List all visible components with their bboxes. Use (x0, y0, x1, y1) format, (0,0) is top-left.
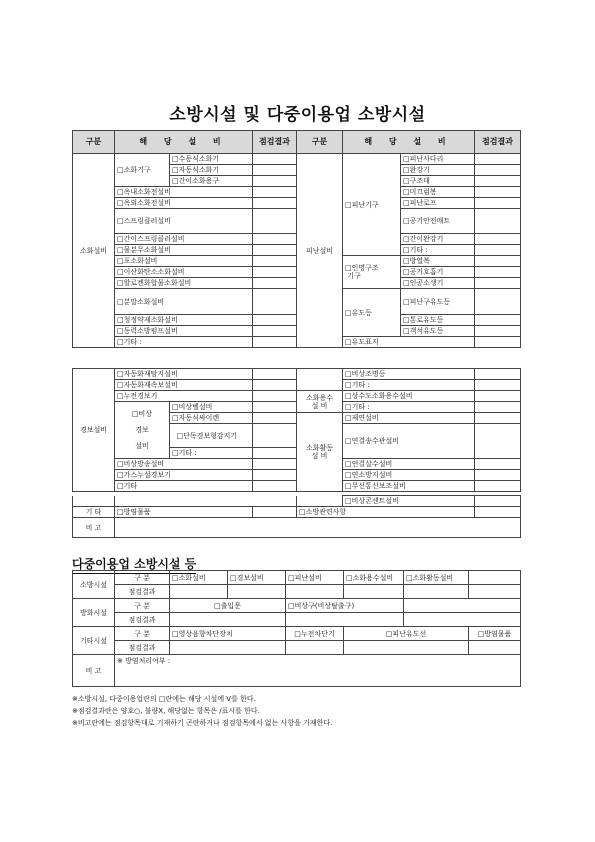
result-cell[interactable] (475, 209, 521, 234)
result-cell[interactable] (475, 369, 521, 380)
page-title: 소방시설 및 다중이용업 소방시설 (169, 105, 426, 125)
result-cell[interactable] (475, 470, 521, 481)
clean-agent: □ 청정약제소화설비 (115, 315, 253, 326)
sprinkler-conn: □ 연결살수설비 (343, 459, 475, 470)
evac-item: □ 완강기 (401, 165, 475, 176)
guide-item: □ 피난구유도등 (401, 289, 475, 315)
result-cell[interactable] (253, 507, 297, 518)
division-label: 구 분 (115, 571, 170, 585)
result-cell[interactable] (286, 641, 344, 655)
ff-item: □ 소화활동설비 (404, 571, 469, 585)
result-cell[interactable] (475, 278, 521, 289)
alarm-continuation (73, 496, 115, 507)
result-cell[interactable] (253, 337, 297, 348)
result-cell[interactable] (170, 613, 286, 627)
result-cell[interactable] (475, 402, 521, 413)
result-cell[interactable] (253, 278, 297, 289)
result-cell[interactable] (475, 481, 521, 492)
single-alarm: □ 단독경보형감지기 (170, 424, 253, 448)
result-cell[interactable] (475, 198, 521, 209)
fp-item: □ 출입문 (170, 599, 286, 613)
guide-sign: □ 유도표지 (343, 337, 475, 348)
of-item: □ 피난유도선 (344, 627, 469, 641)
result-cell[interactable] (253, 234, 297, 245)
rescue-group: □ 인명구조 기구 (343, 256, 401, 289)
fp-item: □ 비상구(비상탈출구) (286, 599, 404, 613)
result-cell[interactable] (475, 326, 521, 337)
result-cell[interactable] (253, 380, 297, 391)
rescue-item: □ 방열복 (401, 256, 475, 267)
result-cell[interactable] (253, 413, 297, 424)
evac-item: □ 기타 : (401, 245, 475, 256)
water-supply: □ 상수도소화용수설비 (343, 391, 475, 402)
note-1: ※소방시설, 다중이용업란의 □란에는 해당 시설에 V를 한다. (72, 695, 256, 703)
empty-cell (469, 585, 521, 599)
header-result-right: 점검결과 (475, 131, 521, 154)
result-cell[interactable] (475, 187, 521, 198)
result-cell[interactable] (344, 585, 404, 599)
evac-other: □ 기타 : (343, 380, 475, 391)
category-water: 소화용수 설 비 (297, 391, 343, 413)
auto-detect: □ 자동화재탐지설비 (115, 369, 253, 380)
category-fire-extinguishing: 소화설비 (73, 154, 115, 348)
evac-continuation (297, 380, 343, 391)
header-equipment-right: 해 당 설 비 (343, 131, 475, 154)
siren: □ 자동식싸이렌 (170, 413, 253, 424)
rescue-item: □ 인공소생기 (401, 278, 475, 289)
category-alarm: 경보설비 (73, 369, 115, 492)
category-fire-fighting: 소화활동 설 비 (297, 413, 343, 492)
emergency-alarm-group: □ 비상 경보 설비 (115, 402, 170, 459)
guide-item: □ 객석유도등 (401, 326, 475, 337)
ff-item: □ 소화용수설비 (344, 571, 404, 585)
radio: □ 무선통신보조설비 (343, 481, 475, 492)
ff-item: □ 경보설비 (228, 571, 286, 585)
result-cell[interactable] (475, 154, 521, 165)
indoor-hydrant: □ 옥내소화전설비 (115, 187, 253, 198)
header-category-right: 구분 (297, 131, 343, 154)
result-cell[interactable] (253, 402, 297, 413)
result-cell[interactable] (475, 496, 521, 507)
result-cell[interactable] (253, 448, 297, 459)
header-category: 구분 (73, 131, 115, 154)
remarks-label: 비 고 (73, 655, 115, 687)
empty-cell (404, 599, 521, 613)
result-cell[interactable] (253, 391, 297, 402)
empty-cell (404, 613, 521, 627)
extinguisher-group: □ 소화기구 (115, 154, 170, 187)
result-label: 점검결과 (115, 641, 170, 655)
result-cell[interactable] (170, 585, 228, 599)
result-cell[interactable] (475, 267, 521, 278)
evac-item: □ 공기안전매트 (401, 209, 475, 234)
co2: □ 이산화탄소소화설비 (115, 267, 253, 278)
fire-facility-table-footer (72, 495, 521, 538)
outlet: □ 비상콘센트설비 (343, 496, 475, 507)
header-result: 점검결과 (253, 131, 297, 154)
water-spray: □ 물분무소화설비 (115, 245, 253, 256)
fire-pump: □ 동력소방펌프설비 (115, 326, 253, 337)
bell: □ 비상벨설비 (170, 402, 253, 413)
gas-leak: □ 가스누설경보기 (115, 470, 253, 481)
result-cell[interactable] (253, 369, 297, 380)
evac-item: □ 간이완강기 (401, 234, 475, 245)
remarks-field[interactable] (115, 518, 521, 538)
fireproof: □ 방염물품 (115, 507, 253, 518)
result-cell[interactable] (253, 165, 297, 176)
result-cell[interactable] (253, 256, 297, 267)
ext-other: □ 기타 : (115, 337, 253, 348)
result-cell[interactable] (253, 245, 297, 256)
fire-facility-table-lower (72, 368, 521, 492)
division-label: 구 분 (115, 599, 170, 613)
alarm-continuation (115, 496, 297, 507)
smoke-control: □ 제연설비 (343, 413, 475, 424)
ff-item: □ 소화설비 (170, 571, 228, 585)
simple-sprinkler: □ 간이스프링클러설비 (115, 234, 253, 245)
guide-group: □ 유도등 (343, 289, 401, 337)
alarm-other: □ 기타 : (170, 448, 253, 459)
result-cell[interactable] (469, 641, 521, 655)
guide-item: □ 통로유도등 (401, 315, 475, 326)
rescue-item: □ 공기호흡기 (401, 267, 475, 278)
section-title: 다중이용업 소방시설 등 (72, 557, 197, 571)
result-cell[interactable] (475, 424, 521, 459)
auto-report: □ 자동화재속보설비 (115, 380, 253, 391)
evac-item: □ 구조대 (401, 176, 475, 187)
result-cell[interactable] (475, 391, 521, 402)
checkbox[interactable] (117, 166, 124, 174)
result-cell[interactable] (253, 459, 297, 470)
result-cell[interactable] (475, 245, 521, 256)
result-cell[interactable] (475, 315, 521, 326)
result-cell[interactable] (228, 585, 286, 599)
etc-label: 기 타 (73, 507, 115, 518)
note-3: ※비고란에는 점검항목대로 기재하기 곤란하거나 점검항목에서 없는 사항을 기재한다. (72, 719, 333, 727)
remarks-label: 비 고 (73, 518, 115, 538)
result-cell[interactable] (475, 459, 521, 470)
result-cell[interactable] (253, 289, 297, 315)
other-facility-label: 기타시설 (73, 627, 115, 655)
evac-continuation (297, 369, 343, 380)
note-2: ※점검결과란은 양호○, 불량X, 해당없는 항목은 /표시를 한다. (72, 707, 260, 715)
ext-item: □ 자동식소화기 (170, 165, 253, 176)
standpipe: □ 연결송수관설비 (343, 424, 475, 459)
division-label: 구 분 (115, 627, 170, 641)
result-label: 점검결과 (115, 585, 170, 599)
result-cell[interactable] (253, 315, 297, 326)
evac-item: □ 피난사다리 (401, 154, 475, 165)
foam: □ 포소화설비 (115, 256, 253, 267)
result-cell[interactable] (475, 337, 521, 348)
fire-related: □ 소방관련사항 (297, 507, 475, 518)
broadcast: □ 비상방송설비 (115, 459, 253, 470)
result-cell[interactable] (253, 154, 297, 165)
result-cell[interactable] (253, 481, 297, 492)
result-cell[interactable] (170, 641, 286, 655)
result-cell[interactable] (475, 413, 521, 424)
fire-facility-table (72, 130, 521, 348)
result-cell[interactable] (253, 209, 297, 234)
result-cell[interactable] (404, 585, 469, 599)
emergency-light: □ 비상조명등 (343, 369, 475, 380)
multi-use-table (72, 570, 521, 687)
result-cell[interactable] (475, 234, 521, 245)
halogen: □ 할로겐화합물소화설비 (115, 278, 253, 289)
ff-item: □ 피난설비 (286, 571, 344, 585)
powder: □ 분말소화설비 (115, 289, 253, 315)
of-item: □ 영상음향차단장치 (170, 627, 286, 641)
evac-item: □ 피난로프 (401, 198, 475, 209)
result-cell[interactable] (253, 470, 297, 481)
result-cell[interactable] (253, 198, 297, 209)
of-item: □ 방염물품 (469, 627, 521, 641)
fire-fighting-continuation (297, 496, 343, 507)
result-cell[interactable] (475, 289, 521, 315)
result-cell[interactable] (253, 176, 297, 187)
water-other: □ 기타 : (343, 402, 475, 413)
result-cell[interactable] (286, 585, 344, 599)
result-cell[interactable] (475, 380, 521, 391)
sprinkler: □ 스프링클러설비 (115, 209, 253, 234)
wet-pipe: □ 연소방지설비 (343, 470, 475, 481)
result-label: 점검결과 (115, 613, 170, 627)
evac-item: □ 미끄럼봉 (401, 187, 475, 198)
alarm-misc: □ 기타 (115, 481, 253, 492)
fire-prevention-label: 방화시설 (73, 599, 115, 627)
result-cell[interactable] (475, 256, 521, 267)
category-evacuation: 피난설비 (297, 154, 343, 348)
empty-cell (469, 571, 521, 585)
outdoor-hydrant: □ 옥외소화전설비 (115, 198, 253, 209)
result-cell[interactable] (475, 507, 521, 518)
evac-equip-group: □ 피난기구 (343, 154, 401, 256)
result-cell[interactable] (344, 641, 469, 655)
result-cell[interactable] (253, 267, 297, 278)
ext-item: □ 수동식소화기 (170, 154, 253, 165)
result-cell[interactable] (253, 326, 297, 337)
fireproof-check[interactable]: ※ 방염처리여부 : (115, 655, 521, 687)
fire-facility-label: 소방시설 (73, 571, 115, 599)
result-cell[interactable] (475, 176, 521, 187)
ext-item: □ 간이소화용구 (170, 176, 253, 187)
header-equipment: 해 당 설 비 (115, 131, 253, 154)
result-cell[interactable] (286, 613, 404, 627)
result-cell[interactable] (253, 187, 297, 198)
result-cell[interactable] (475, 165, 521, 176)
of-item: □ 누전차단기 (286, 627, 344, 641)
leak-alarm: □ 누전경보기 (115, 391, 253, 402)
result-cell[interactable] (253, 424, 297, 448)
